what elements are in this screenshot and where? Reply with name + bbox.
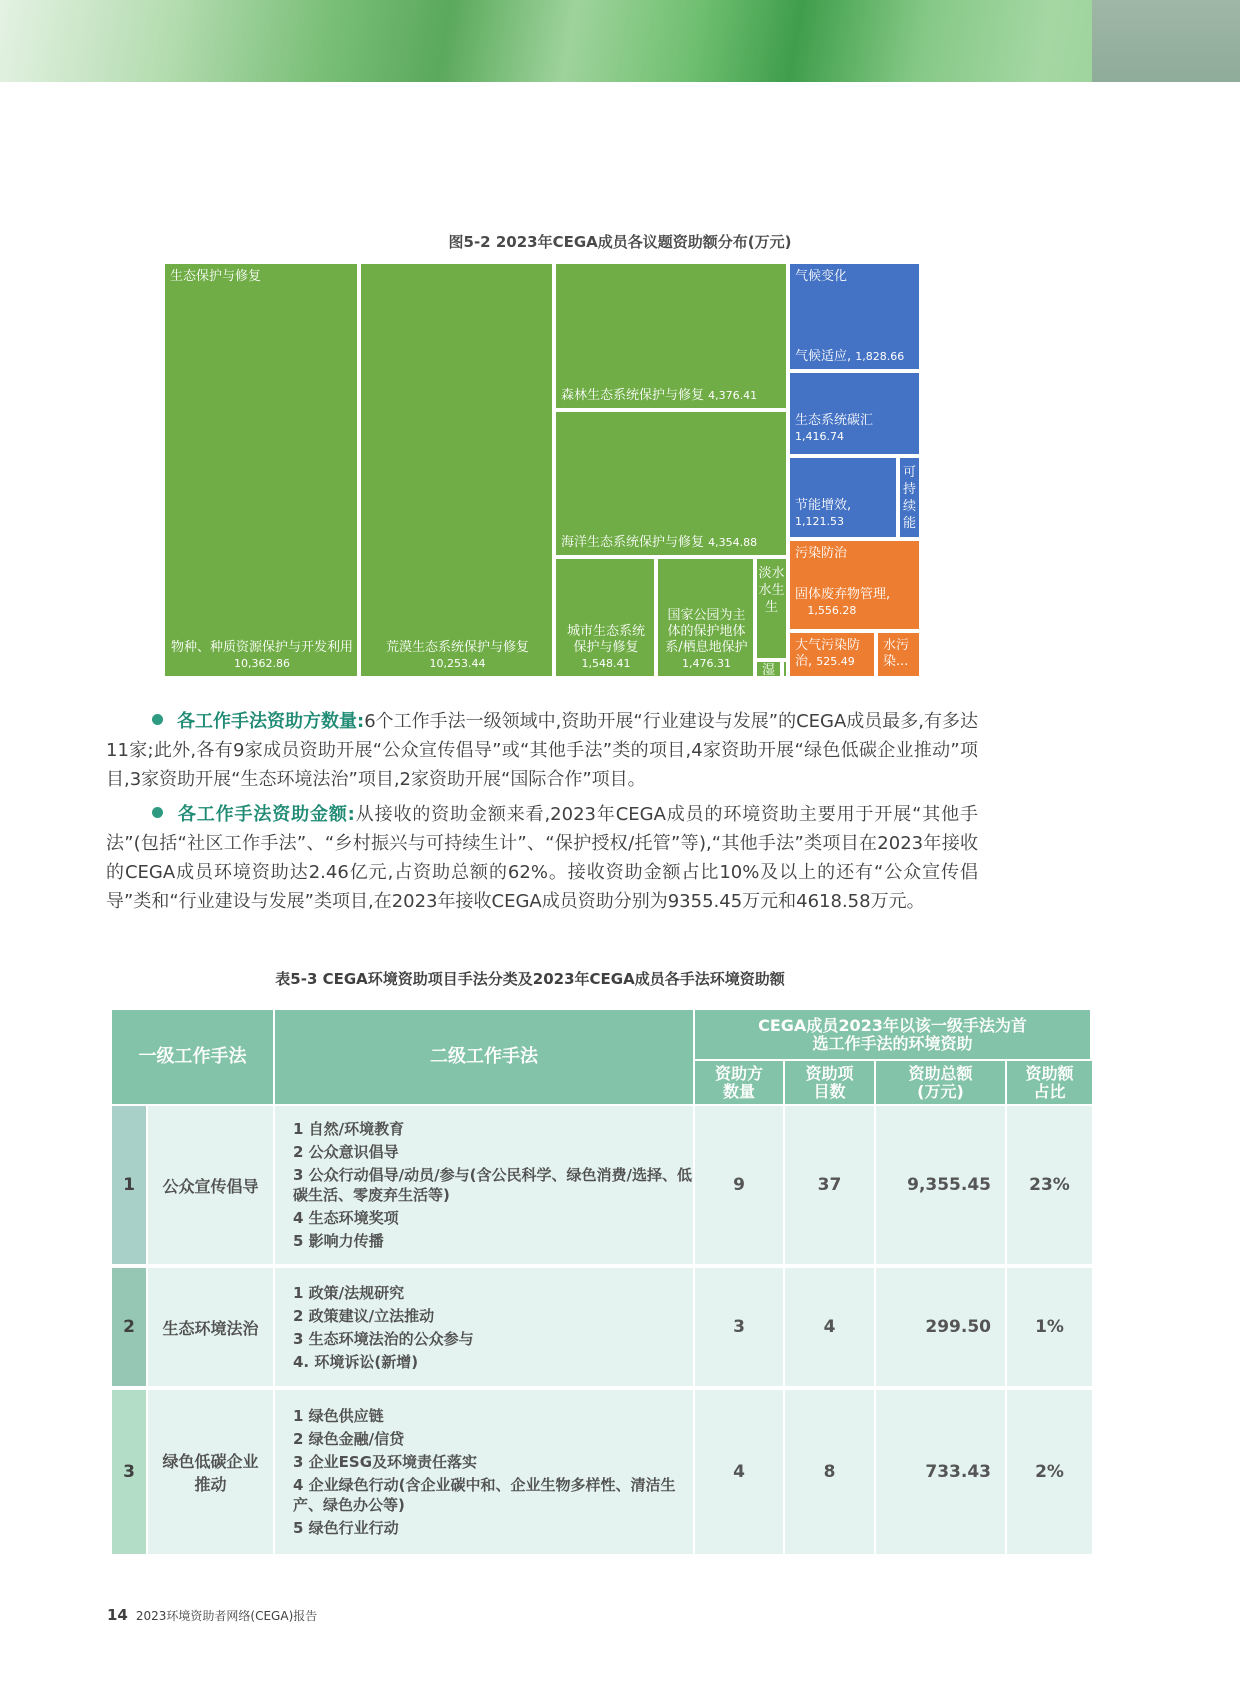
- sub-method: 2 绿色金融/信贷: [293, 1430, 405, 1448]
- row-projects: 8: [785, 1390, 876, 1554]
- row-funders: 4: [695, 1390, 785, 1554]
- sub-method: 4 生态环境奖项: [293, 1209, 399, 1227]
- sub-method: 3 公众行动倡导/动员/参与(含公民科学、绿色消费/选择、低碳生活、零废弃生活等): [293, 1166, 692, 1204]
- row-share: 1%: [1007, 1268, 1092, 1390]
- page-footer: [107, 1606, 317, 1624]
- bullet-icon: [152, 714, 163, 725]
- sub-method: 2 公众意识倡导: [293, 1143, 399, 1161]
- sub-method: 4 企业绿色行动(含企业碳中和、企业生物多样性、清洁生产、绿色办公等): [293, 1476, 676, 1514]
- row-funders: 3: [695, 1268, 785, 1390]
- row-projects: 37: [785, 1106, 876, 1268]
- row-number: 1: [112, 1106, 148, 1268]
- header-banner-corner: [1092, 0, 1240, 82]
- sub-method: 5 绿色行业行动: [293, 1519, 399, 1537]
- header-funders: 资助方数量: [695, 1061, 785, 1106]
- paragraph-funding-amount: 各工作手法资助金额:从接收的资助金额来看,2023年CEGA成员的环境资助主要用于开展“其他手法”(包括“社区工作手法”、“乡村振兴与可持续生计”、“保护授权/托管”等),“其他手法”类项目在2023年接收的CEGA成员环境资助达2.46亿元,占资助总额的62%。接收资助金额占比10%及以上的还有“公众宣传倡导”类和“行业建设与发展”类项目,在2023年接收CEGA成员资助分别为9355.45万元和4618.58万元。: [106, 804, 978, 912]
- treemap-category-pollution: 污染防治: [795, 546, 848, 561]
- treemap-label: 节能增效, 1,121.53: [795, 498, 852, 528]
- sub-method: 3 企业ESG及环境责任落实: [293, 1453, 478, 1471]
- row-method-name: 绿色低碳企业推动: [148, 1390, 275, 1554]
- treemap-category-ecology: 生态保护与修复: [170, 269, 262, 284]
- sub-method: 1 绿色供应链: [293, 1407, 384, 1425]
- header-share: 资助额占比: [1007, 1061, 1092, 1106]
- treemap-label: 海洋生态系统保护与修复 4,354.88: [561, 535, 758, 550]
- bullet-icon: [152, 807, 163, 818]
- paragraph-funder-count: 各工作手法资助方数量:6个工作手法一级领域中,资助开展“行业建设与发展”的CEGA成员最多,有多达11家;此外,各有9家成员资助开展“公众宣传倡导”或“其他手法”类的项目,4家资助开展“绿色低碳企业推动”项目,3家资助开展“生态环境法治”项目,2家资助开展“国际合作”项目。: [106, 711, 979, 790]
- row-share: 2%: [1007, 1390, 1092, 1554]
- row-share: 23%: [1007, 1106, 1092, 1268]
- treemap-cell-sustainable-energy: [898, 456, 921, 539]
- row-method-name: 公众宣传倡导: [148, 1106, 275, 1268]
- treemap-label: 城市生态系统保护与修复 1,548.41: [566, 624, 645, 670]
- treemap-cell-freshwater: [755, 557, 788, 660]
- header-level2: 二级工作手法: [275, 1010, 695, 1106]
- treemap-cell-national-park: [656, 557, 755, 678]
- treemap-label: 湿: [761, 663, 775, 678]
- treemap-cell-desert: [359, 262, 554, 678]
- treemap-cell-adaptation: [788, 262, 921, 371]
- header-group: CEGA成员2023年以该一级手法为首选工作手法的环境资助: [695, 1010, 1092, 1061]
- row-number: 3: [112, 1390, 148, 1554]
- treemap-label: 水污染...: [883, 638, 910, 669]
- sub-method: 2 政策建议/立法推动: [293, 1306, 435, 1325]
- figure-title: 图5-2 2023年CEGA成员各议题资助额分布(万元): [448, 233, 792, 251]
- page-number: 14: [107, 1606, 128, 1624]
- treemap-label: 国家公园为主体的保护地体系/栖息地保护 1,476.31: [665, 608, 748, 670]
- treemap-cell-species: [163, 262, 359, 678]
- treemap-label: 荒漠生态系统保护与修复 10,253.44: [385, 640, 529, 670]
- table-title: 表5-3 CEGA环境资助项目手法分类及2023年CEGA成员各手法环境资助额: [275, 970, 785, 988]
- row-number: 2: [112, 1268, 148, 1390]
- sub-method: 1 政策/法规研究: [293, 1283, 405, 1302]
- treemap-cell-water-pollution: [876, 631, 921, 678]
- treemap-label: 生态系统碳汇 1,416.74: [795, 413, 874, 443]
- treemap-cell-wetland: [755, 660, 782, 678]
- treemap-cell-carbon-sink: [788, 371, 921, 456]
- sub-method: 4. 环境诉讼(新增): [293, 1352, 419, 1371]
- treemap-label: 物种、种质资源保护与开发利用 10,362.86: [170, 640, 353, 670]
- footer-text: 2023环境资助者网络(CEGA)报告: [135, 1609, 318, 1623]
- row-sub-methods: [275, 1268, 695, 1390]
- treemap-chart: [163, 262, 921, 678]
- header-banner: [0, 0, 1240, 82]
- treemap-label: 森林生态系统保护与修复 4,376.41: [561, 388, 758, 403]
- treemap-label: 淡水水生生: [758, 566, 785, 615]
- header-level1: 一级工作手法: [112, 1010, 275, 1106]
- sub-method: 5 影响力传播: [293, 1232, 384, 1250]
- header-amount: 资助总额(万元): [876, 1061, 1007, 1106]
- treemap-cell-solid-waste: [788, 539, 921, 631]
- sub-method: 3 生态环境法治的公众参与: [293, 1329, 474, 1348]
- treemap-category-climate: 气候变化: [795, 269, 848, 284]
- row-projects: 4: [785, 1268, 876, 1390]
- treemap-cell-air-pollution: [788, 631, 876, 678]
- row-amount: 9,355.45: [876, 1106, 1007, 1268]
- row-sub-methods: [275, 1106, 695, 1268]
- treemap-label: 可持续能: [902, 465, 916, 531]
- treemap-cell-forest: [554, 262, 788, 410]
- row-sub-methods: [275, 1390, 695, 1554]
- row-amount: 299.50: [876, 1268, 1007, 1390]
- header-projects: 资助项目数: [785, 1061, 876, 1106]
- treemap-label: 气候适应, 1,828.66: [795, 349, 905, 364]
- treemap-label: 固体废弃物管理, 1,556.28: [795, 587, 891, 617]
- row-method-name: 生态环境法治: [148, 1268, 275, 1390]
- treemap-cell-energy-efficiency: [788, 456, 898, 539]
- row-amount: 733.43: [876, 1390, 1007, 1554]
- treemap-cell-urban: [554, 557, 656, 678]
- row-funders: 9: [695, 1106, 785, 1268]
- sub-method: 1 自然/环境教育: [293, 1120, 405, 1138]
- treemap-cell-ocean: [554, 410, 788, 557]
- treemap-label: 大气污染防治, 525.49: [795, 638, 861, 669]
